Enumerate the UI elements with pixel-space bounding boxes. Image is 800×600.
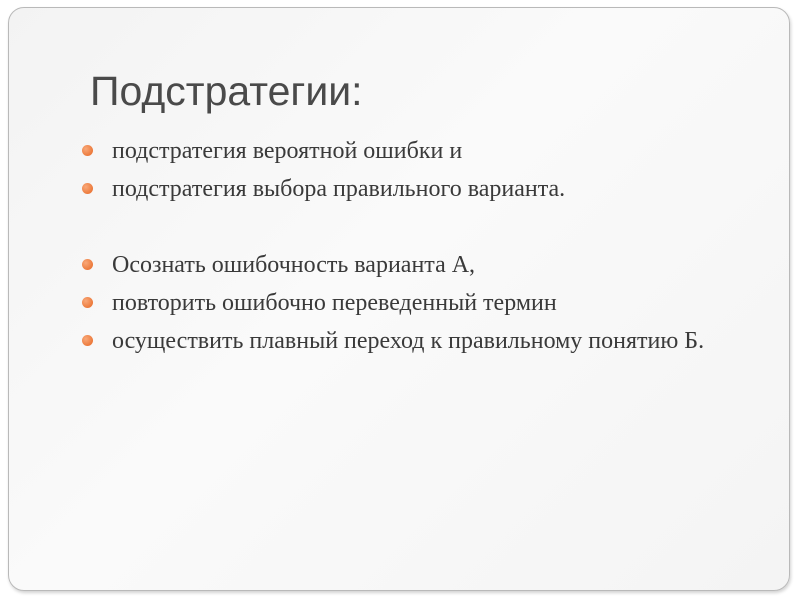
bullet-item <box>82 132 722 170</box>
bullet-dot-icon <box>82 335 93 346</box>
bullet-item <box>82 322 722 360</box>
bullet-text: осуществить плавный переход к правильному понятию Б. <box>112 328 705 354</box>
bullet-dot-icon <box>82 297 93 308</box>
bullet-dot-icon <box>82 183 93 194</box>
bullet-item <box>82 246 722 284</box>
bullet-item <box>82 284 722 322</box>
bullet-dot-icon <box>82 145 93 156</box>
slide-title: Подстратегии: <box>90 68 363 114</box>
bullet-dot-icon <box>82 259 93 270</box>
bullet-text: подстратегия вероятной ошибки и <box>112 138 463 164</box>
bullet-list <box>82 132 722 360</box>
bullet-text: повторить ошибочно переведенный термин <box>112 290 557 316</box>
bullet-text: подстратегия выбора правильного варианта. <box>112 176 566 202</box>
bullet-text: Осознать ошибочность варианта А, <box>112 252 476 278</box>
bullet-item <box>82 170 722 208</box>
